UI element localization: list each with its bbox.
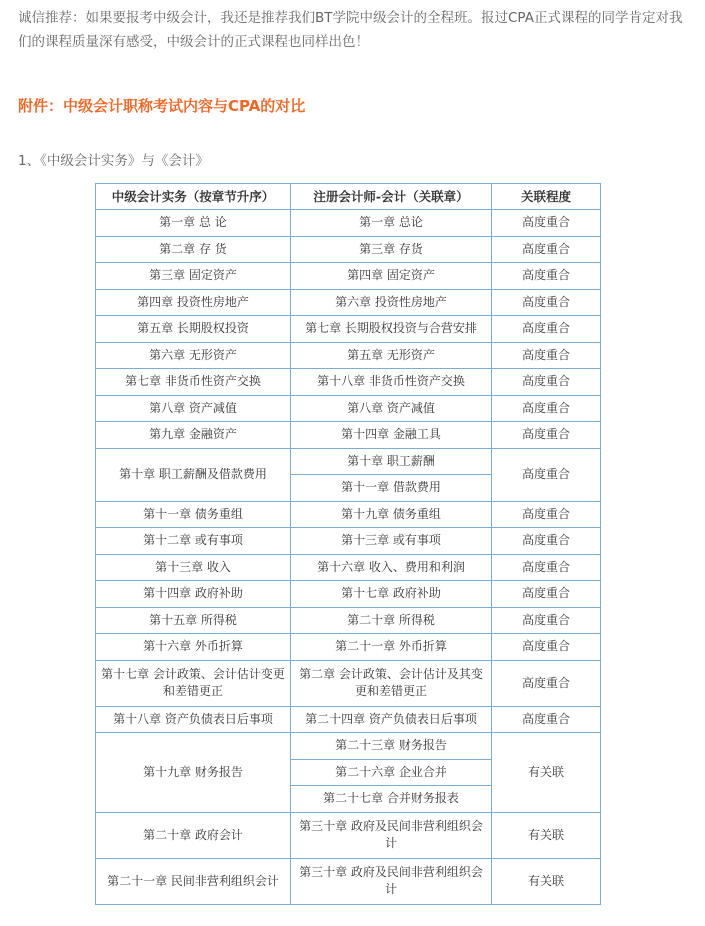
table-row — [96, 501, 601, 528]
header-mid-course: 中级会计实务（按章节升序） — [96, 184, 291, 210]
relation-cell: 高度重合 — [492, 634, 601, 661]
table-row — [96, 554, 601, 581]
table-row — [96, 369, 601, 396]
table-row — [96, 858, 601, 904]
table-row — [96, 581, 601, 608]
cpa-chapter-cell: 第三章 存货 — [291, 236, 492, 263]
cpa-chapter-cell: 第三十章 政府及民间非营利组织会计 — [291, 812, 492, 858]
mid-chapter-cell: 第十六章 外币折算 — [96, 634, 291, 661]
cpa-chapter-cell: 第二十四章 资产负债表日后事项 — [291, 706, 492, 733]
relation-cell: 高度重合 — [492, 554, 601, 581]
cpa-chapter-cell: 第十六章 收入、费用和利润 — [291, 554, 492, 581]
relation-cell: 高度重合 — [492, 289, 601, 316]
cpa-chapter-cell: 第十三章 或有事项 — [291, 528, 492, 555]
table-row — [96, 706, 601, 733]
mid-chapter-cell: 第五章 长期股权投资 — [96, 316, 291, 343]
mid-chapter-cell: 第八章 资产减值 — [96, 395, 291, 422]
cpa-chapter-cell: 第三十章 政府及民间非营利组织会计 — [291, 858, 492, 904]
cpa-chapter-cell: 第十章 职工薪酬 — [291, 448, 492, 475]
mid-chapter-cell: 第一章 总 论 — [96, 210, 291, 237]
mid-chapter-cell: 第二章 存 货 — [96, 236, 291, 263]
table-row — [96, 528, 601, 555]
table-row — [96, 210, 601, 237]
relation-cell: 高度重合 — [492, 607, 601, 634]
table-row — [96, 448, 601, 475]
relation-cell: 有关联 — [492, 858, 601, 904]
relation-cell: 高度重合 — [492, 706, 601, 733]
comparison-table — [95, 183, 601, 905]
mid-chapter-cell: 第十章 职工薪酬及借款费用 — [96, 448, 291, 501]
mid-chapter-cell: 第十三章 收入 — [96, 554, 291, 581]
cpa-chapter-cell: 第五章 无形资产 — [291, 342, 492, 369]
table-row — [96, 342, 601, 369]
cpa-chapter-cell: 第十七章 政府补助 — [291, 581, 492, 608]
table-row — [96, 607, 601, 634]
mid-chapter-cell: 第七章 非货币性资产交换 — [96, 369, 291, 396]
cpa-chapter-cell: 第一章 总论 — [291, 210, 492, 237]
relation-cell: 有关联 — [492, 733, 601, 813]
table-row — [96, 812, 601, 858]
cpa-chapter-cell: 第二十三章 财务报告 — [291, 733, 492, 760]
relation-cell: 高度重合 — [492, 501, 601, 528]
attachment-title: 附件：中级会计职称考试内容与CPA的对比 — [18, 97, 306, 115]
relation-cell: 高度重合 — [492, 395, 601, 422]
cpa-chapter-cell: 第十四章 金融工具 — [291, 422, 492, 449]
cpa-chapter-cell: 第二十一章 外币折算 — [291, 634, 492, 661]
relation-cell: 高度重合 — [492, 369, 601, 396]
relation-cell: 高度重合 — [492, 660, 601, 706]
relation-cell: 高度重合 — [492, 210, 601, 237]
mid-chapter-cell: 第二十章 政府会计 — [96, 812, 291, 858]
mid-chapter-cell: 第九章 金融资产 — [96, 422, 291, 449]
table-row — [96, 634, 601, 661]
cpa-chapter-cell: 第十八章 非货币性资产交换 — [291, 369, 492, 396]
header-cpa-course: 注册会计师-会计（关联章） — [291, 184, 492, 210]
relation-cell: 高度重合 — [492, 448, 601, 501]
table-body — [96, 210, 601, 905]
relation-cell: 高度重合 — [492, 263, 601, 290]
table-row — [96, 733, 601, 760]
table-row — [96, 263, 601, 290]
header-relation: 关联程度 — [492, 184, 601, 210]
cpa-chapter-cell: 第十九章 债务重组 — [291, 501, 492, 528]
cpa-chapter-cell: 第二十七章 合并财务报表 — [291, 786, 492, 813]
table-row — [96, 395, 601, 422]
relation-cell: 高度重合 — [492, 422, 601, 449]
relation-cell: 高度重合 — [492, 581, 601, 608]
table-row — [96, 422, 601, 449]
table-row — [96, 316, 601, 343]
mid-chapter-cell: 第十七章 会计政策、会计估计变更和差错更正 — [96, 660, 291, 706]
cpa-chapter-cell: 第四章 固定资产 — [291, 263, 492, 290]
cpa-chapter-cell: 第二十章 所得税 — [291, 607, 492, 634]
mid-chapter-cell: 第十四章 政府补助 — [96, 581, 291, 608]
cpa-chapter-cell: 第七章 长期股权投资与合营安排 — [291, 316, 492, 343]
relation-cell: 有关联 — [492, 812, 601, 858]
mid-chapter-cell: 第三章 固定资产 — [96, 263, 291, 290]
mid-chapter-cell: 第六章 无形资产 — [96, 342, 291, 369]
table-row — [96, 236, 601, 263]
relation-cell: 高度重合 — [492, 316, 601, 343]
table-row — [96, 289, 601, 316]
mid-chapter-cell: 第十九章 财务报告 — [96, 733, 291, 813]
table-header-row — [96, 184, 601, 210]
relation-cell: 高度重合 — [492, 342, 601, 369]
mid-chapter-cell: 第二十一章 民间非营利组织会计 — [96, 858, 291, 904]
cpa-chapter-cell: 第八章 资产减值 — [291, 395, 492, 422]
relation-cell: 高度重合 — [492, 236, 601, 263]
cpa-chapter-cell: 第二章 会计政策、会计估计及其变更和差错更正 — [291, 660, 492, 706]
mid-chapter-cell: 第十一章 债务重组 — [96, 501, 291, 528]
mid-chapter-cell: 第四章 投资性房地产 — [96, 289, 291, 316]
cpa-chapter-cell: 第二十六章 企业合并 — [291, 759, 492, 786]
intro-paragraph: 诚信推荐：如果要报考中级会计，我还是推荐我们BT学院中级会计的全程班。报过CPA正式课程的同学肯定对我们的课程质量深有感受，中级会计的正式课程也同样出色！ — [18, 10, 683, 50]
cpa-chapter-cell: 第六章 投资性房地产 — [291, 289, 492, 316]
mid-chapter-cell: 第十二章 或有事项 — [96, 528, 291, 555]
cpa-chapter-cell: 第十一章 借款费用 — [291, 475, 492, 502]
section-title: 1、《中级会计实务》与《会计》 — [18, 153, 209, 169]
table-row — [96, 660, 601, 706]
mid-chapter-cell: 第十五章 所得税 — [96, 607, 291, 634]
relation-cell: 高度重合 — [492, 528, 601, 555]
mid-chapter-cell: 第十八章 资产负债表日后事项 — [96, 706, 291, 733]
